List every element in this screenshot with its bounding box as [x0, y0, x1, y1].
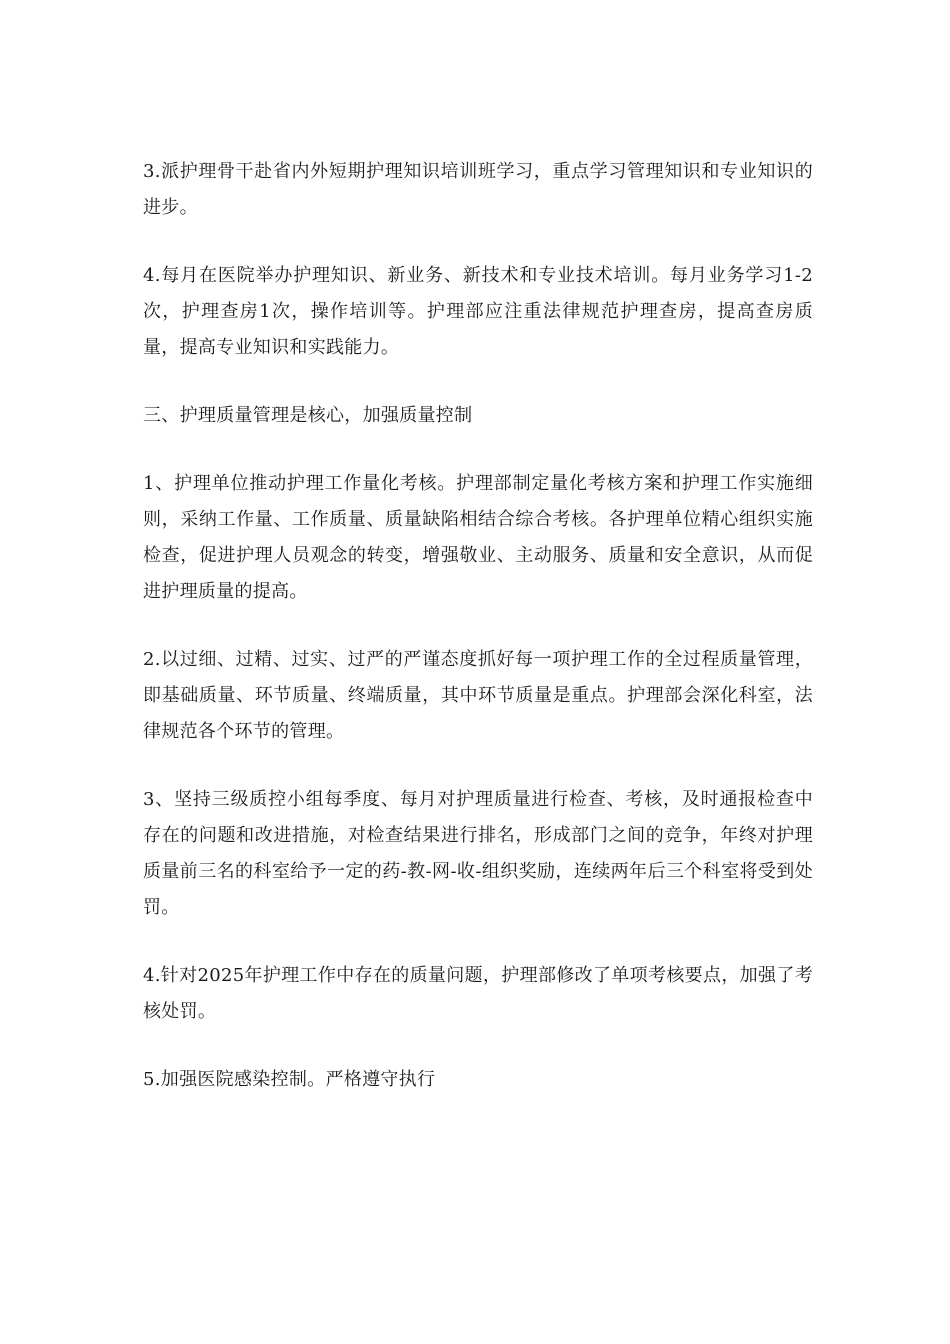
paragraph-process-quality: 2.以过细、过精、过实、过严的严谨态度抓好每一项护理工作的全过程质量管理，即基础质量、环节质量、终端质量，其中环节质量是重点。护理部会深化科室，法律规范各个环节的管理。 — [143, 649, 813, 742]
paragraph-monthly-training: 4.每月在医院举办护理知识、新业务、新技术和专业技术培训。每月业务学习1-2次，护理查房1次，操作培训等。护理部应注重法律规范护理查房，提高查房质量，提高专业知识和实践能力。 — [143, 265, 813, 358]
section-heading-quality: 三、护理质量管理是核心，加强质量控制 — [143, 405, 473, 426]
paragraph-quantitative-assessment: 1、护理单位推动护理工作量化考核。护理部制定量化考核方案和护理工作实施细则，采纳工作量、工作质量、质量缺陷相结合综合考核。各护理单位精心组织实施检查，促进护理人员观念的转变，增强敬业、主动服务、质量和安全意识，从而促进护理质量的提高。 — [143, 473, 813, 602]
paragraph-infection-control: 5.加强医院感染控制。严格遵守执行 — [143, 1069, 436, 1090]
paragraph-training-outside: 3.派护理骨干赴省内外短期护理知识培训班学习，重点学习管理知识和专业知识的进步。 — [143, 161, 813, 218]
paragraph-three-level-control: 3、坚持三级质控小组每季度、每月对护理质量进行检查、考核，及时通报检查中存在的问题和改进措施，对检查结果进行排名，形成部门之间的竞争，年终对护理质量前三名的科室给予一定的药-教-网-收-组织奖励，连续两年后三个科室将受到处罚。 — [143, 789, 813, 918]
document-body — [143, 154, 813, 1098]
paragraph-assessment-points: 4.针对2025年护理工作中存在的质量问题，护理部修改了单项考核要点，加强了考核处罚。 — [143, 965, 813, 1022]
